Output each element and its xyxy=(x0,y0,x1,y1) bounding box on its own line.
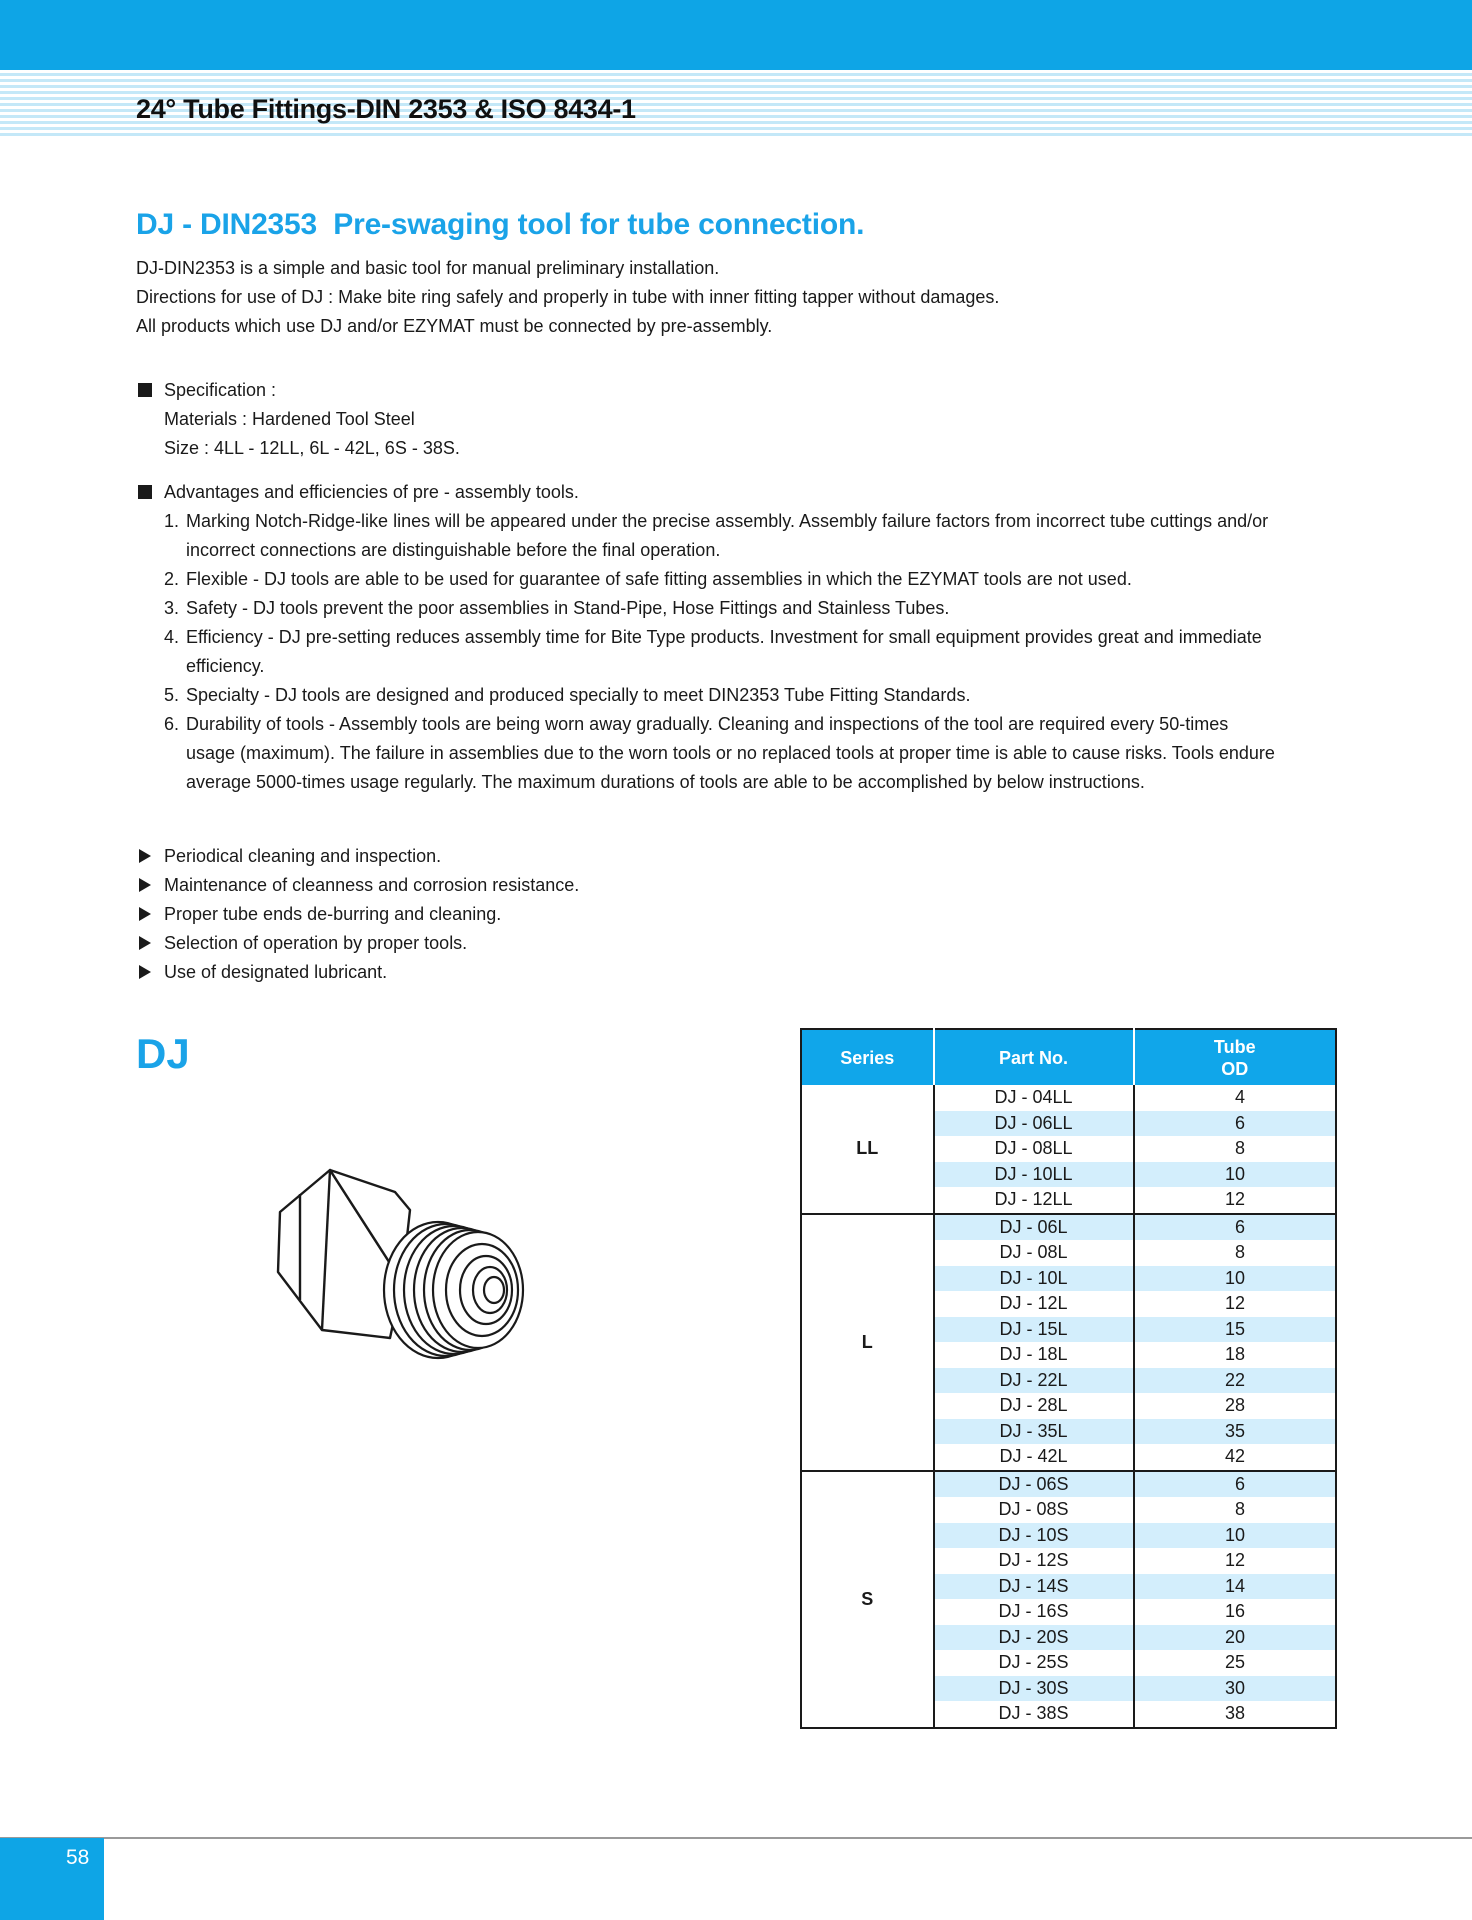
advantage-number: 6. xyxy=(164,714,180,734)
part-number-cell: DJ - 14S xyxy=(934,1574,1134,1600)
instruction-item: Maintenance of cleanness and corrosion resistance. xyxy=(136,871,579,900)
advantage-item xyxy=(136,710,1276,797)
instruction-item: Periodical cleaning and inspection. xyxy=(136,842,579,871)
advantage-text: Safety - DJ tools prevent the poor assemblies in Stand-Pipe, Hose Fittings and Stainless Tubes. xyxy=(186,598,950,618)
part-number-cell: DJ - 08LL xyxy=(934,1136,1134,1162)
advantage-text: Flexible - DJ tools are able to be used for guarantee of safe fitting assemblies in which the EZYMAT tools are not used. xyxy=(186,569,1132,589)
series-cell: S xyxy=(801,1471,934,1728)
tube-od-cell: 14 xyxy=(1134,1574,1336,1600)
part-number-cell: DJ - 18L xyxy=(934,1342,1134,1368)
instruction-item: Selection of operation by proper tools. xyxy=(136,929,579,958)
table-row xyxy=(801,1085,1336,1111)
part-number-table xyxy=(800,1028,1337,1729)
header-band xyxy=(0,0,1472,70)
series-cell: L xyxy=(801,1214,934,1471)
part-number-cell: DJ - 35L xyxy=(934,1419,1134,1445)
specification-heading: Specification : xyxy=(164,380,277,400)
part-number-cell: DJ - 06LL xyxy=(934,1111,1134,1137)
series-cell: LL xyxy=(801,1085,934,1214)
part-number-cell: DJ - 12LL xyxy=(934,1187,1134,1214)
tube-od-cell: 8 xyxy=(1234,1138,1245,1159)
part-number-cell: DJ - 08L xyxy=(934,1240,1134,1266)
triangle-bullet-icon xyxy=(139,936,151,950)
triangle-bullet-icon xyxy=(139,849,151,863)
product-title: DJ - DIN2353 Pre-swaging tool for tube connection. xyxy=(136,208,865,241)
dj-tool-illustration xyxy=(260,1150,560,1390)
table-row xyxy=(801,1214,1336,1241)
triangle-bullet-icon xyxy=(139,907,151,921)
column-header-part-no: Part No. xyxy=(934,1029,1134,1085)
advantage-text: Efficiency - DJ pre-setting reduces assembly time for Bite Type products. Investment for small equipment provides great and immediate efficiency. xyxy=(186,627,1262,676)
tube-od-cell: 28 xyxy=(1224,1395,1245,1416)
advantage-text: Durability of tools - Assembly tools are being worn away gradually. Cleaning and inspections of the tool are required every 50-times usage (maximum). The failure in assemblies due to the worn tools or no replaced tools at proper time is able to cause risks. Tools endure average 5000-times usage regularly. The maximum durations of tools are able to be accomplished by below instructions. xyxy=(186,714,1275,792)
tube-od-cell: 10 xyxy=(1134,1162,1336,1188)
square-bullet-icon xyxy=(138,383,152,397)
intro-line: All products which use DJ and/or EZYMAT must be connected by pre-assembly. xyxy=(136,316,773,336)
tube-od-cell: 6 xyxy=(1134,1471,1336,1498)
part-number-cell: DJ - 04LL xyxy=(934,1085,1134,1111)
tube-od-cell: 10 xyxy=(1134,1523,1336,1549)
advantages-section xyxy=(136,478,1276,797)
tube-od-cell: 10 xyxy=(1134,1266,1336,1292)
advantage-item xyxy=(136,565,1276,594)
advantages-heading: Advantages and efficiencies of pre - assembly tools. xyxy=(164,482,579,502)
tube-od-cell: 4 xyxy=(1234,1087,1245,1108)
square-bullet-icon xyxy=(138,485,152,499)
instruction-item: Proper tube ends de-burring and cleaning. xyxy=(136,900,579,929)
tube-od-cell: 8 xyxy=(1234,1499,1245,1520)
part-number-cell: DJ - 10S xyxy=(934,1523,1134,1549)
triangle-bullet-icon xyxy=(139,965,151,979)
footer-divider xyxy=(0,1837,1472,1839)
part-number-cell: DJ - 30S xyxy=(934,1676,1134,1702)
tube-od-cell: 18 xyxy=(1224,1344,1245,1365)
advantage-item xyxy=(136,594,1276,623)
part-number-cell: DJ - 15L xyxy=(934,1317,1134,1343)
advantage-number: 2. xyxy=(164,569,180,589)
dj-product-label: DJ xyxy=(136,1030,190,1077)
tube-od-cell: 16 xyxy=(1224,1601,1245,1622)
tube-od-cell: 12 xyxy=(1224,1293,1245,1314)
specification-size: Size : 4LL - 12LL, 6L - 42L, 6S - 38S. xyxy=(164,438,460,458)
part-number-cell: DJ - 42L xyxy=(934,1444,1134,1471)
advantages-list xyxy=(136,507,1276,797)
instruction-item: Use of designated lubricant. xyxy=(136,958,579,987)
tube-od-cell: 38 xyxy=(1224,1703,1245,1724)
part-number-cell: DJ - 10LL xyxy=(934,1162,1134,1188)
part-number-cell: DJ - 28L xyxy=(934,1393,1134,1419)
advantage-number: 4. xyxy=(164,627,180,647)
part-number-cell: DJ - 22L xyxy=(934,1368,1134,1394)
intro-line: DJ-DIN2353 is a simple and basic tool for manual preliminary installation. xyxy=(136,258,720,278)
tube-od-cell: 6 xyxy=(1134,1214,1336,1241)
part-number-cell: DJ - 10L xyxy=(934,1266,1134,1292)
advantage-number: 5. xyxy=(164,685,180,705)
tube-od-cell: 12 xyxy=(1134,1187,1336,1214)
part-number-cell: DJ - 20S xyxy=(934,1625,1134,1651)
tube-od-cell: 22 xyxy=(1134,1368,1336,1394)
advantage-text: Marking Notch-Ridge-like lines will be appeared under the precise assembly. Assembly failure factors from incorrect tube cuttings and/or incorrect connections are distinguishable before the final operation. xyxy=(186,511,1269,560)
page-number: 58 xyxy=(66,1846,90,1869)
part-number-cell: DJ - 08S xyxy=(934,1497,1134,1523)
triangle-bullet-icon xyxy=(139,878,151,892)
specification-materials: Materials : Hardened Tool Steel xyxy=(164,409,415,429)
part-number-cell: DJ - 16S xyxy=(934,1599,1134,1625)
advantage-number: 3. xyxy=(164,598,180,618)
tube-od-cell: 8 xyxy=(1234,1242,1245,1263)
part-number-cell: DJ - 25S xyxy=(934,1650,1134,1676)
advantage-item xyxy=(136,681,1276,710)
tube-od-cell: 35 xyxy=(1134,1419,1336,1445)
column-header-tube-od: Tube OD xyxy=(1134,1029,1336,1085)
tube-od-cell: 12 xyxy=(1224,1550,1245,1571)
page-header-title: 24° Tube Fittings-DIN 2353 & ISO 8434-1 xyxy=(136,94,636,124)
tube-od-cell: 25 xyxy=(1224,1652,1245,1673)
specification-section xyxy=(136,376,460,463)
part-number-cell: DJ - 06S xyxy=(934,1471,1134,1498)
advantage-number: 1. xyxy=(164,511,180,531)
part-number-cell: DJ - 12S xyxy=(934,1548,1134,1574)
table-header-row xyxy=(801,1029,1336,1085)
instructions-list xyxy=(136,842,579,987)
tube-od-cell: 6 xyxy=(1134,1111,1336,1137)
column-header-series: Series xyxy=(801,1029,934,1085)
tube-od-cell: 30 xyxy=(1134,1676,1336,1702)
advantage-item xyxy=(136,507,1276,565)
tube-od-cell: 42 xyxy=(1134,1444,1336,1471)
part-number-cell: DJ - 06L xyxy=(934,1214,1134,1241)
advantage-item xyxy=(136,623,1276,681)
intro-text xyxy=(136,254,999,341)
part-number-cell: DJ - 38S xyxy=(934,1701,1134,1728)
part-number-cell: DJ - 12L xyxy=(934,1291,1134,1317)
intro-line: Directions for use of DJ : Make bite ring safely and properly in tube with inner fitting tapper without damages. xyxy=(136,287,1000,307)
table-row xyxy=(801,1471,1336,1498)
advantage-text: Specialty - DJ tools are designed and produced specially to meet DIN2353 Tube Fitting Standards. xyxy=(186,685,971,705)
tube-od-cell: 15 xyxy=(1134,1317,1336,1343)
tube-od-cell: 20 xyxy=(1134,1625,1336,1651)
